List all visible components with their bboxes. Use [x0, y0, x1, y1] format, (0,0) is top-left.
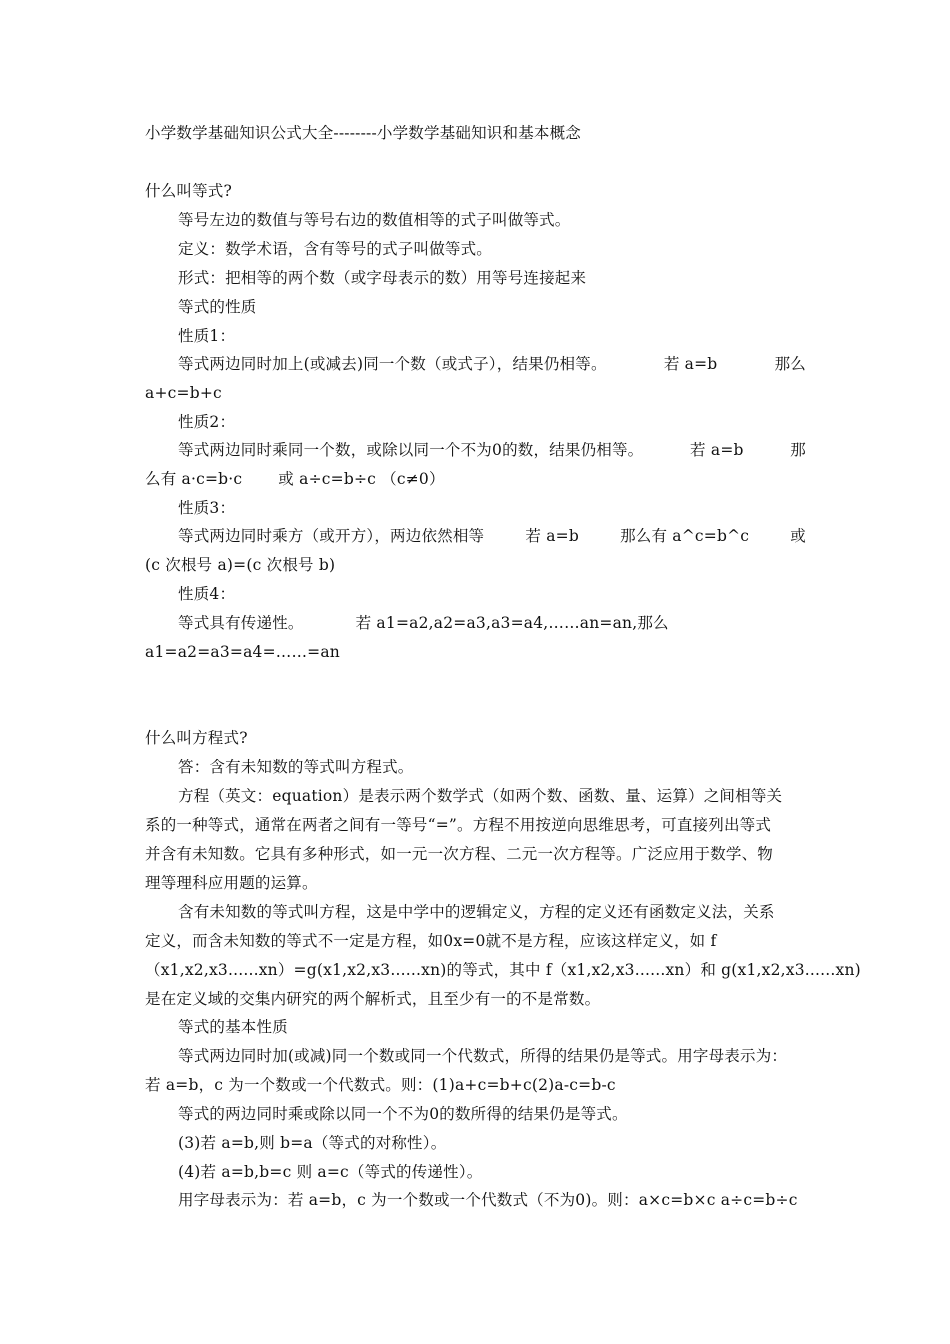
property-3-condition: 若 a=b	[525, 527, 579, 545]
property-3-text: 等式两边同时乘方（或开方），两边依然相等	[178, 527, 485, 545]
property-2-formula	[145, 469, 445, 489]
section-heading-equation: 什么叫方程式?	[145, 729, 248, 747]
paragraph: 定义：数学术语，含有等号的式子叫做等式。	[178, 240, 493, 258]
paragraph-line: 是在定义域的交集内研究的两个解析式，且至少有一的不是常数。	[145, 990, 601, 1008]
paragraph: 等号左边的数值与等号右边的数值相等的式子叫做等式。	[178, 211, 571, 229]
property-2-text: 等式两边同时乘同一个数，或除以同一个不为0的数，结果仍相等。	[178, 441, 644, 459]
property-1-text: 等式两边同时加上(或减去)同一个数（或式子），结果仍相等。	[178, 355, 607, 373]
property-3-line	[178, 526, 806, 546]
property-1-condition: 若 a=b	[663, 355, 718, 373]
property-1-formula: a+c=b+c	[145, 384, 222, 402]
property-3-or: 或	[790, 527, 806, 545]
paragraph-line: 等式两边同时加(或减)同一个数或同一个代数式，所得的结果仍是等式。用字母表示为：	[178, 1047, 788, 1065]
paragraph-line: (3)若 a=b,则 b=a（等式的对称性）。	[178, 1134, 447, 1152]
property-4-text: 等式具有传递性。	[178, 614, 304, 632]
property-1-label: 性质1：	[178, 327, 236, 345]
paragraph-line: (4)若 a=b,b=c 则 a=c（等式的传递性）。	[178, 1163, 483, 1181]
answer-line: 答：含有未知数的等式叫方程式。	[178, 758, 414, 776]
subheading-equality-properties: 等式的性质	[178, 298, 257, 316]
paragraph-line: 用字母表示为：若 a=b，c 为一个数或一个代数式（不为0)。则：a×c=b×c a÷c=b÷c	[178, 1191, 798, 1209]
section-heading-equality: 什么叫等式?	[145, 182, 233, 200]
paragraph: 形式：把相等的两个数（或字母表示的数）用等号连接起来	[178, 269, 587, 287]
property-1-line	[178, 354, 806, 374]
paragraph-line: 等式的两边同时乘或除以同一个不为0的数所得的结果仍是等式。	[178, 1105, 628, 1123]
property-4-label: 性质4：	[178, 585, 236, 603]
paragraph-line: 含有未知数的等式叫方程，这是中学中的逻辑定义，方程的定义还有函数定义法，关系	[178, 903, 775, 921]
document-title: 小学数学基础知识公式大全--------小学数学基础知识和基本概念	[145, 124, 582, 142]
subheading-basic-properties: 等式的基本性质	[178, 1018, 288, 1036]
paragraph-line: 并含有未知数。它具有多种形式，如一元一次方程、二元一次方程等。广泛应用于数学、物	[145, 845, 774, 863]
property-4-line	[178, 613, 669, 633]
property-2-condition: 若 a=b	[690, 441, 744, 459]
property-4-formula: a1=a2=a3=a4=……=an	[145, 643, 340, 661]
paragraph-line: （x1,x2,x3......xn）=g(x1,x2,x3......xn)的等式，其中 f（x1,x2,x3......xn）和 g(x1,x2,x3......xn)	[145, 961, 861, 979]
property-2-label: 性质2：	[178, 413, 236, 431]
paragraph-line: 理等理科应用题的运算。	[145, 874, 318, 892]
paragraph-line: 方程（英文：equation）是表示两个数学式（如两个数、函数、量、运算）之间相等关	[178, 787, 783, 805]
property-4-condition: 若 a1=a2,a2=a3,a3=a4,……an=an,那么	[355, 614, 669, 632]
property-2-line	[178, 440, 806, 460]
property-3-then: 那么有 a^c=b^c	[620, 527, 750, 545]
property-1-then: 那么	[774, 355, 806, 373]
property-3-label: 性质3：	[178, 499, 236, 517]
property-2-formula-a: 么有 a·c=b·c	[145, 470, 243, 488]
property-3-formula: (c 次根号 a)=(c 次根号 b)	[145, 556, 336, 574]
property-2-formula-b: 或 a÷c=b÷c （c≠0）	[278, 470, 445, 488]
property-2-then: 那	[790, 441, 806, 459]
paragraph-line: 定义，而含未知数的等式不一定是方程，如0x=0就不是方程，应该这样定义，如 f	[145, 932, 717, 950]
paragraph-line: 系的一种等式，通常在两者之间有一等号“=”。方程不用按逆向思维思考，可直接列出等式	[145, 816, 772, 834]
paragraph-line: 若 a=b，c 为一个数或一个代数式。则：(1)a+c=b+c(2)a-c=b-c	[145, 1076, 616, 1094]
